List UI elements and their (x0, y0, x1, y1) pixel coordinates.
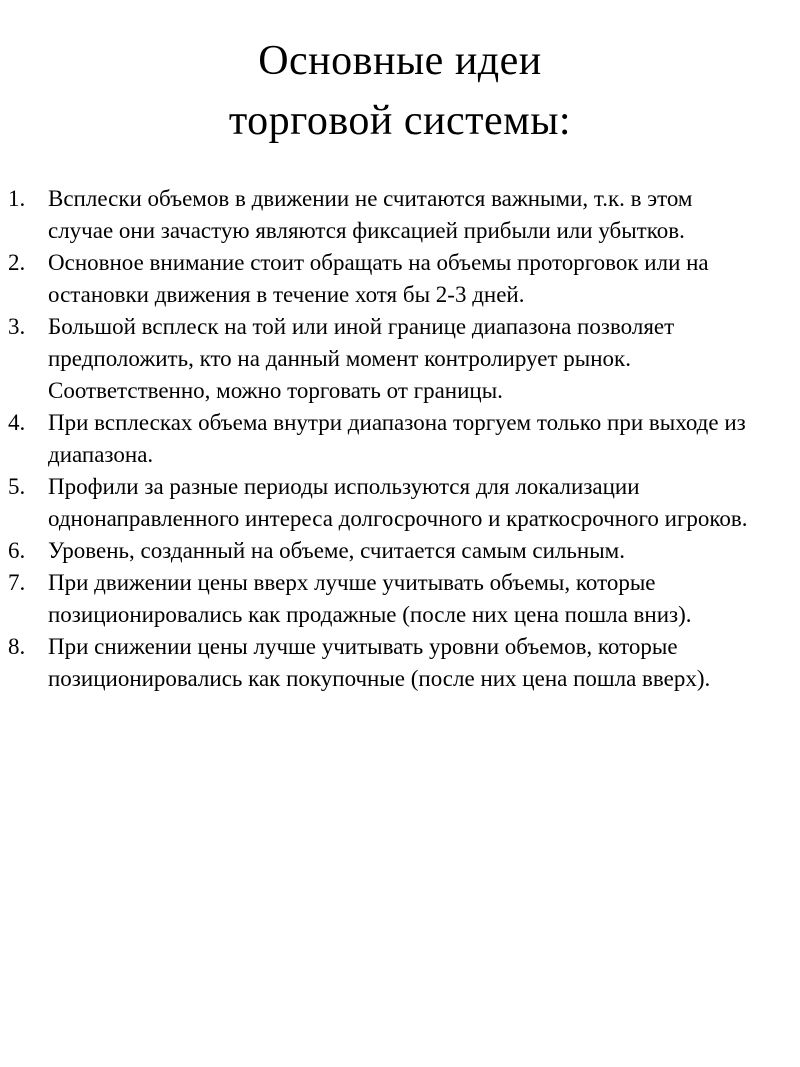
list-item (8, 183, 748, 247)
list-item-number: 3. (8, 314, 26, 340)
list-item (8, 567, 748, 631)
list-item (8, 631, 748, 695)
list-item-text: При всплесках объема внутри диапазона торгуем только при выходе из диапазона. (48, 410, 746, 468)
list-item-text: Всплески объемов в движении не считаются важными, т.к. в этом случае они зачастую являются фиксацией прибыли или убытков. (48, 186, 693, 244)
list-item (8, 247, 748, 311)
ideas-list (0, 183, 800, 695)
list-item-text: Профили за разные периоды используются для локализации однонаправленного интереса долгосрочного и краткосрочного игроков. (48, 474, 748, 532)
list-item-number: 4. (8, 410, 26, 436)
list-item (8, 407, 748, 471)
list-item-text: Большой всплеск на той или иной границе диапазона позволяет предположить, кто на данный момент контролирует рынок. Соответственно, можно торговать от границы. (48, 314, 675, 404)
list-item (8, 311, 748, 407)
list-item-number: 1. (8, 186, 26, 212)
list-item-number: 6. (8, 538, 26, 564)
list-item-number: 2. (8, 250, 26, 276)
slide-title-line2: торговой системы: (228, 97, 572, 144)
slide-title-line1: Основные идеи (258, 38, 542, 84)
list-item-text: Уровень, созданный на объеме, считается самым сильным. (48, 538, 625, 564)
list-item-number: 7. (8, 570, 26, 596)
list-item-number: 5. (8, 474, 26, 500)
list-item-text: При движении цены вверх лучше учитывать объемы, которые позиционировались как продажные (после них цена пошла вниз). (48, 570, 692, 628)
list-item-text: При снижении цены лучше учитывать уровни объемов, которые позиционировались как покупочные (после них цена пошла вверх). (48, 634, 711, 692)
list-item-number: 8. (8, 634, 26, 660)
list-item (8, 535, 748, 567)
list-item (8, 471, 748, 535)
list-item-text: Основное внимание стоит обращать на объемы проторговок или на остановки движения в течение хотя бы 2-3 дней. (48, 250, 709, 308)
slide-title (0, 32, 800, 151)
